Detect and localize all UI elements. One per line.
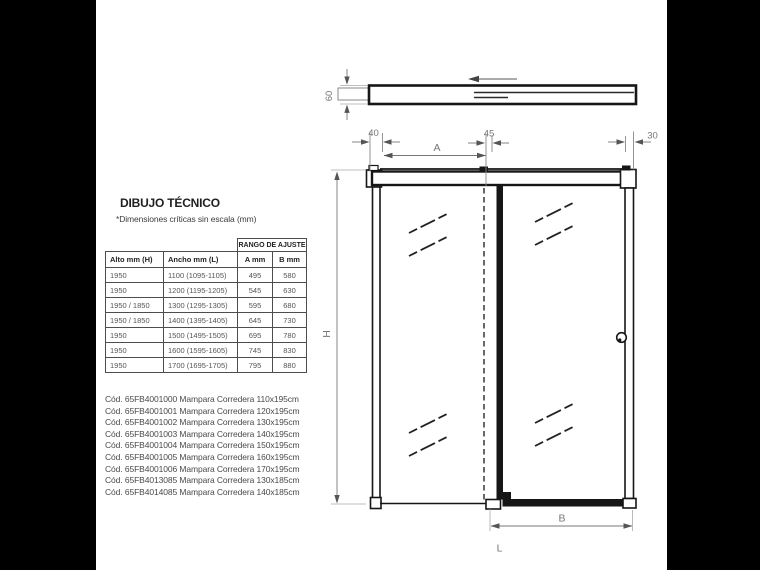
table-cell: 1950 xyxy=(106,268,164,283)
col-header-a: A mm xyxy=(238,252,273,268)
slide-direction-arrowhead-icon xyxy=(468,76,479,82)
table-cell: 1700 (1695-1705) xyxy=(164,358,238,373)
table-cell: 1950 / 1850 xyxy=(106,298,164,313)
table-cell: 680 xyxy=(273,298,307,313)
product-code-line: Cód. 65FB4001002 Mampara Corredera 130x195cm xyxy=(105,417,300,428)
dim-label-h: H xyxy=(321,330,333,338)
table-cell: 1400 (1395-1405) xyxy=(164,313,238,328)
col-header-ancho: Ancho mm (L) xyxy=(164,252,238,268)
table-cell: 1500 (1495-1505) xyxy=(164,328,238,343)
header-right-cap xyxy=(621,170,637,189)
table-cell: 1300 (1295-1305) xyxy=(164,298,238,313)
bottom-rail-right-cap xyxy=(623,499,636,509)
table-cell: 1950 xyxy=(106,358,164,373)
table-cell: 730 xyxy=(273,313,307,328)
table-cell: 645 xyxy=(238,313,273,328)
header-rail xyxy=(372,172,631,186)
table-cell: 1100 (1095-1105) xyxy=(164,268,238,283)
page-subtitle: *Dimensiones críticas sin escala (mm) xyxy=(116,214,257,224)
range-header-cell: RANGO DE AJUSTE xyxy=(238,239,307,252)
dim-label-b: B xyxy=(558,512,566,525)
bottom-rail-left-guide xyxy=(486,500,501,510)
table-cell: 780 xyxy=(273,328,307,343)
product-code-line: Cód. 65FB4001004 Mampara Corredera 150x195cm xyxy=(105,440,300,451)
table-cell: 580 xyxy=(273,268,307,283)
col-header-b: B mm xyxy=(273,252,307,268)
table-cell: 745 xyxy=(238,343,273,358)
right-wall-profile xyxy=(625,188,634,499)
dim-label-l: L xyxy=(496,542,503,555)
table-cell: 1950 xyxy=(106,343,164,358)
col-header-alto: Alto mm (H) xyxy=(106,252,164,268)
product-code-line: Cód. 65FB4001005 Mampara Corredera 160x195cm xyxy=(105,451,300,462)
product-code-line: Cód. 65FB4001000 Mampara Corredera 110x195cm xyxy=(105,394,299,404)
plan-top-rail xyxy=(369,86,636,105)
dim-label-45: 45 xyxy=(483,128,495,140)
table-cell: 1950 / 1850 xyxy=(106,313,164,328)
table-cell: 1950 xyxy=(106,283,164,298)
front-view xyxy=(367,166,637,510)
table-cell: 495 xyxy=(238,268,273,283)
sliding-panel-bottom-rail xyxy=(503,499,626,507)
product-code-line: Cód. 65FB4001006 Mampara Corredera 170x195cm xyxy=(105,463,300,474)
dim-label-a: A xyxy=(433,142,441,154)
door-handle-icon xyxy=(617,333,627,343)
table-cell: 1950 xyxy=(106,328,164,343)
bottom-guide-block xyxy=(502,492,511,499)
table-cell: 545 xyxy=(238,283,273,298)
product-code-line: Cód. 65FB4013085 Mampara Corredera 130x185cm xyxy=(105,475,300,486)
dim-label-30: 30 xyxy=(647,130,658,142)
product-code-line: Cód. 65FB4001003 Mampara Corredera 140x195cm xyxy=(105,428,300,439)
plan-wall-profile xyxy=(338,88,369,100)
sliding-panel-stile xyxy=(497,186,504,500)
table-cell: 880 xyxy=(273,358,307,373)
glass-hatch-marks xyxy=(409,202,575,456)
header-right-bracket xyxy=(622,166,631,171)
plan-view xyxy=(338,76,636,104)
header-center-bracket xyxy=(480,167,489,173)
dim-label-40: 40 xyxy=(368,128,379,139)
left-wall-profile xyxy=(373,187,381,498)
page-title: DIBUJO TÉCNICO xyxy=(120,196,220,210)
table-cell: 1200 (1195-1205) xyxy=(164,283,238,298)
table-cell: 795 xyxy=(238,358,273,373)
left-profile-foot xyxy=(371,498,382,509)
table-cell: 830 xyxy=(273,343,307,358)
product-code-line: Cód. 65FB4001001 Mampara Corredera 120x195cm xyxy=(105,405,300,416)
door-handle-detail xyxy=(618,338,621,341)
table-cell: 695 xyxy=(238,328,273,343)
dimension-annotations xyxy=(321,69,658,555)
table-cell: 630 xyxy=(273,283,307,298)
dimension-labels xyxy=(321,91,658,555)
dim-label-60: 60 xyxy=(324,90,335,102)
product-code-line: Cód. 65FB4014085 Mampara Corredera 140x185cm xyxy=(105,486,300,497)
table-cell: 595 xyxy=(238,298,273,313)
table-cell: 1600 (1595-1605) xyxy=(164,343,238,358)
